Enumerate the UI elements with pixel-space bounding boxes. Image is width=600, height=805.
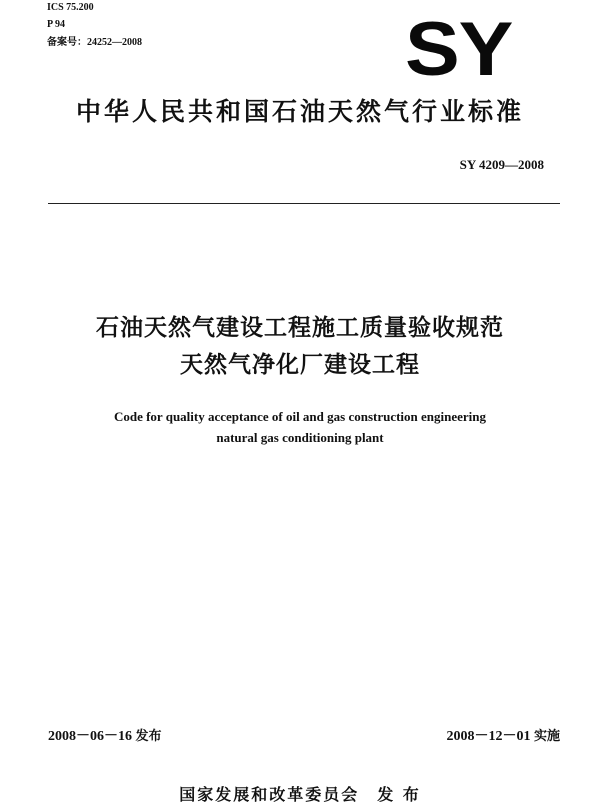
industry-standard-title: 中华人民共和国石油天然气行业标准	[75, 97, 524, 126]
header-divider	[48, 203, 560, 204]
ics-code: ICS 75.200	[47, 2, 94, 13]
effective-label: 实施	[533, 729, 560, 744]
issue-date-block	[48, 725, 162, 745]
document-title-en-line1: Code for quality acceptance of oil and gas construction engineering	[113, 409, 487, 424]
effective-date: 2008－12－01	[446, 729, 531, 744]
document-title-zh-line1: 石油天然气建设工程施工质量验收规范	[96, 315, 504, 341]
effective-date-block	[446, 725, 560, 745]
registration-number: 备案号：24252—2008	[47, 37, 142, 48]
issue-label: 发布	[135, 729, 162, 744]
document-title-en-line2: natural gas conditioning plant	[216, 430, 384, 445]
issuer-action: 发 布	[377, 785, 421, 804]
document-title-zh-line2: 天然气净化厂建设工程	[180, 352, 420, 378]
sy-logo: SY	[405, 7, 513, 92]
classification-code: P 94	[47, 19, 66, 30]
issuer-block	[0, 782, 600, 805]
issue-date: 2008－06－16	[48, 729, 132, 744]
issuer-name: 国家发展和改革委员会	[179, 785, 360, 804]
standard-number: SY 4209—2008	[459, 157, 544, 172]
